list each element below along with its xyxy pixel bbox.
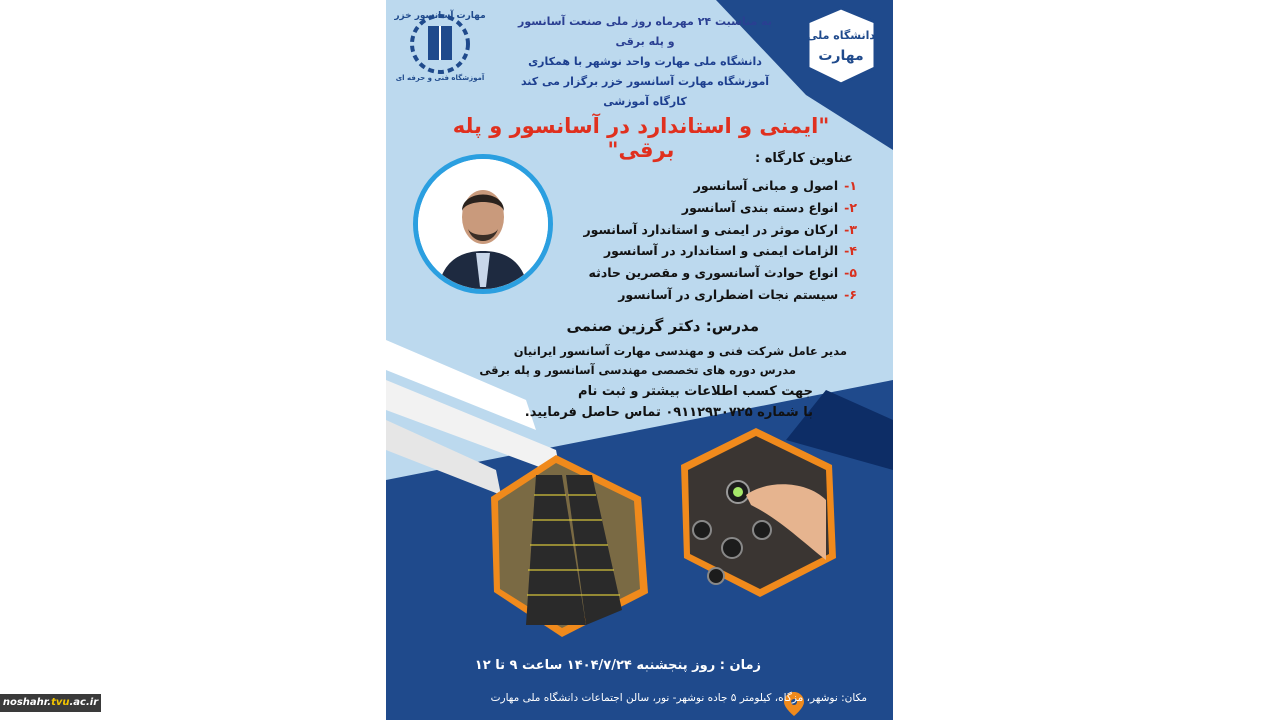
list-item: ۵-انواع حوادث آسانسوری و مقصرین حادثه [588,265,857,281]
khazar-school-logo [394,4,486,88]
list-item: ۳-ارکان موثر در ایمنی و استاندارد آسانسور [583,221,857,237]
header-line-2: دانشگاه ملی مهارت واحد نوشهر با همکاری [528,55,762,68]
list-item: ۱-اصول و مبانی آسانسور [693,178,857,193]
event-place: مکان: نوشهر، مزگاه، کیلومتر ۵ جاده نوشهر- نور، سالن اجتماعات دانشگاه ملی مهارت [490,692,867,704]
topics-heading: عناوین کارگاه : [754,151,853,166]
university-logo [805,6,878,86]
teacher-role-2: مدرس دوره های تخصصی مهندسی آسانسور و پله برقی [479,363,796,377]
contact-line-1: جهت کسب اطلاعات بیشتر و ثبت نام [578,384,813,399]
workshop-title: "ایمنی و استاندارد در آسانسور و پله برقی" [452,114,830,162]
svg-text:آموزشگاه فنی و حرفه ای: آموزشگاه فنی و حرفه ای [395,74,485,82]
event-header [515,12,775,112]
header-line-3: آموزشگاه مهارت آسانسور خزر برگزار می کند [520,75,770,88]
svg-text:مهارت: مهارت [818,48,864,64]
teacher-photo [413,154,553,294]
list-item: ۶-سیستم نجات اضطراری در آسانسور [618,286,857,302]
teacher-name: مدرس: دکتر گرزین صنمی [566,317,759,335]
site-watermark: noshahr.tvu.ac.ir [0,694,101,712]
svg-text:دانشگاه ملی: دانشگاه ملی [806,29,876,42]
svg-text:مهارت آسانسور خزر: مهارت آسانسور خزر [394,11,486,21]
teacher-role-1: مدیر عامل شرکت فنی و مهندسی مهارت آسانسور ایرانیان [513,344,847,358]
topics-list [583,175,857,306]
contact-line-2: با شماره ۰۹۱۱۲۹۳۰۷۲۵ تماس حاصل فرمایید. [524,405,813,420]
header-line-1: به مناسبت ۲۴ مهرماه روز ملی صنعت آسانسور و پله برقی [518,15,772,48]
list-item: ۲-انواع دسته بندی آسانسور [681,199,857,215]
list-item: ۴-الزامات ایمنی و استاندارد در آسانسور [603,243,857,259]
poster [386,0,893,720]
header-line-4: کارگاه آموزشی [603,95,687,108]
event-time: زمان : روز پنجشنبه ۱۴۰۴/۷/۲۴ ساعت ۹ تا ۱۲ [474,658,761,673]
